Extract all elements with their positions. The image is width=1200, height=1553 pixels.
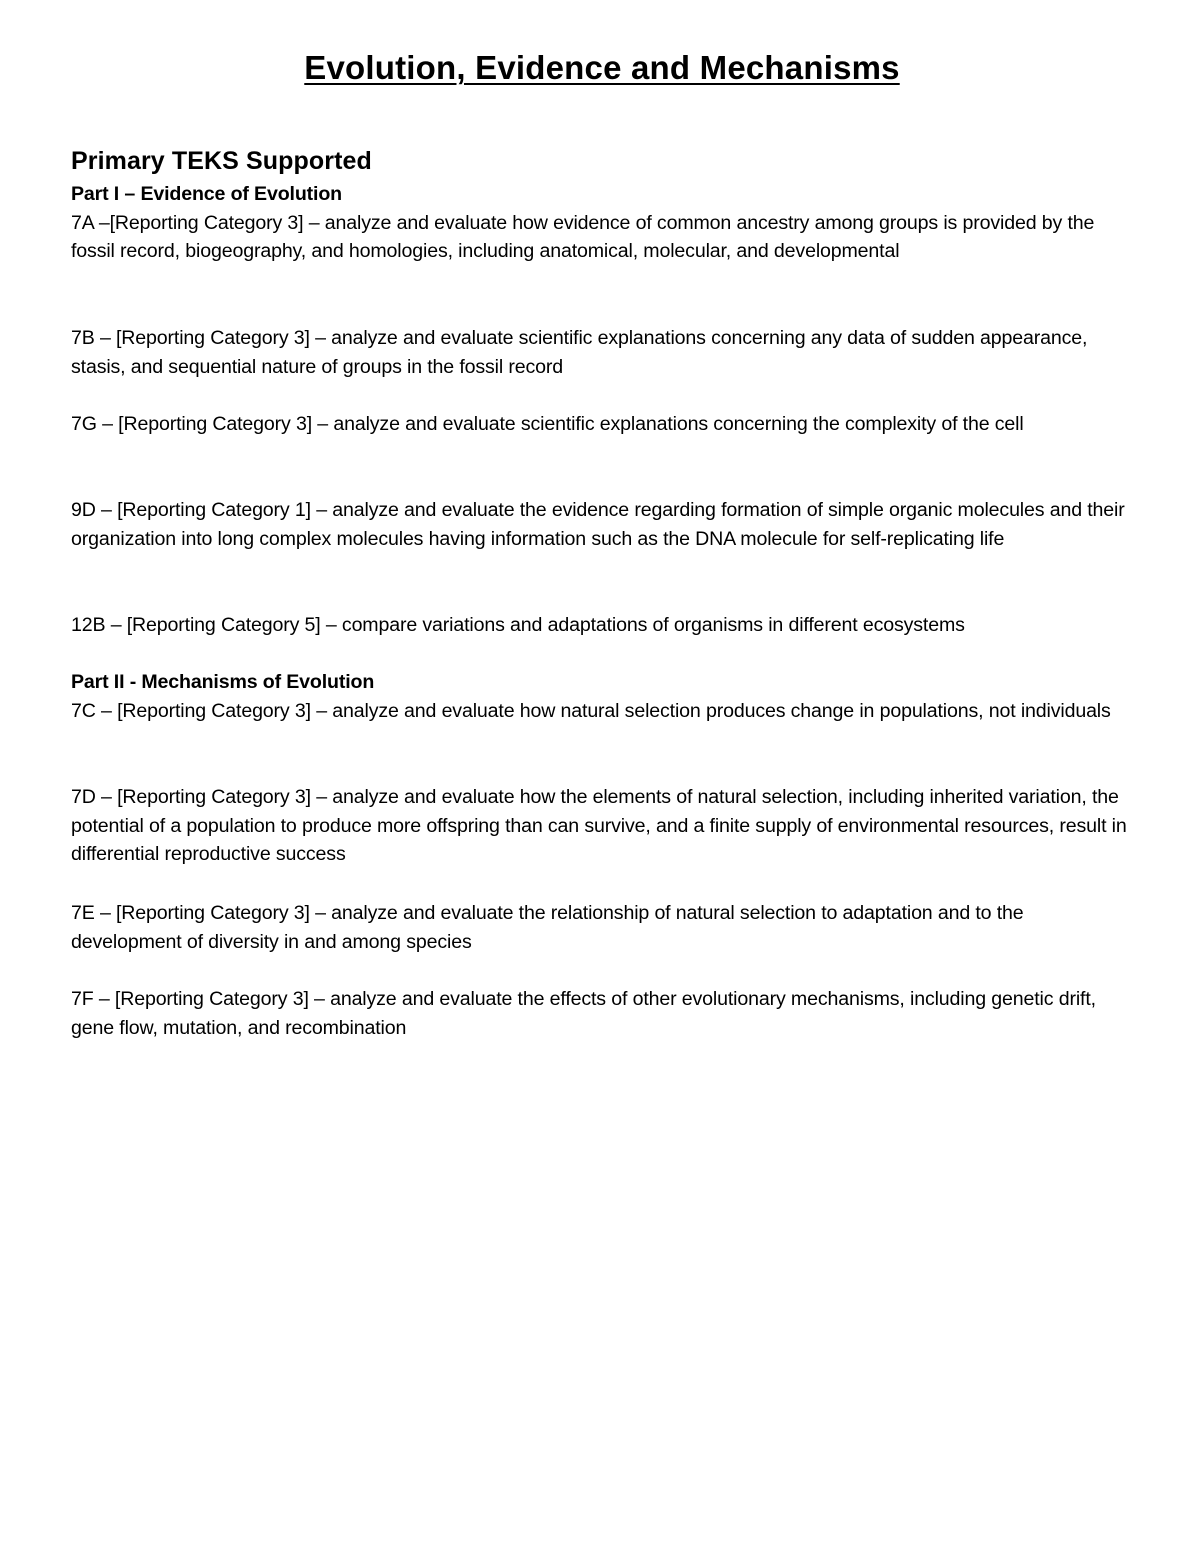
teks-block-9d xyxy=(71,496,1133,553)
teks-item-7d: 7D – [Reporting Category 3] – analyze and evaluate how the elements of natural selection, including inherited variation, the potential of a population to produce more offspring than can survive, and a finite supply of environmental resources, result in differential reproductive success xyxy=(71,786,1127,866)
teks-item-7f: 7F – [Reporting Category 3] – analyze and evaluate the effects of other evolutionary mechanisms, including genetic drift, gene flow, mutation, and recombination xyxy=(71,988,1096,1039)
teks-block-7g xyxy=(71,410,1133,439)
teks-block-7d xyxy=(71,783,1133,869)
part-2-block xyxy=(71,668,1133,725)
teks-item-9d: 9D – [Reporting Category 1] – analyze and evaluate the evidence regarding formation of simple organic molecules and their organization into long complex molecules having information such as the DNA molecule for self-replicating life xyxy=(71,499,1125,550)
teks-block-7e xyxy=(71,899,1133,956)
part-label: Part I – Evidence of Evolution xyxy=(71,183,342,205)
part-1-block xyxy=(71,180,1133,266)
section-heading: Primary TEKS Supported xyxy=(71,147,372,175)
teks-block-12b xyxy=(71,611,1133,640)
teks-block-7f xyxy=(71,985,1133,1042)
teks-item-7e: 7E – [Reporting Category 3] – analyze and evaluate the relationship of natural selection to adaptation and to the development of diversity in and among species xyxy=(71,902,1024,953)
teks-block-7b xyxy=(71,324,1133,381)
teks-item-7g: 7G – [Reporting Category 3] – analyze and evaluate scientific explanations concerning the complexity of the cell xyxy=(71,413,1024,435)
teks-item-12b: 12B – [Reporting Category 5] – compare variations and adaptations of organisms in different ecosystems xyxy=(71,614,965,636)
part-label: Part II - Mechanisms of Evolution xyxy=(71,671,375,693)
teks-item-7a: 7A –[Reporting Category 3] – analyze and evaluate how evidence of common ancestry among groups is provided by the fossil record, biogeography, and homologies, including anatomical, molecular, and developmental xyxy=(71,211,1095,263)
teks-item-7b: 7B – [Reporting Category 3] – analyze and evaluate scientific explanations concerning any data of sudden appearance, stasis, and sequential nature of groups in the fossil record xyxy=(71,327,1088,378)
teks-item-7c: 7C – [Reporting Category 3] – analyze and evaluate how natural selection produces change in populations, not individuals xyxy=(71,699,1111,722)
document-title: Evolution, Evidence and Mechanisms xyxy=(304,49,900,86)
